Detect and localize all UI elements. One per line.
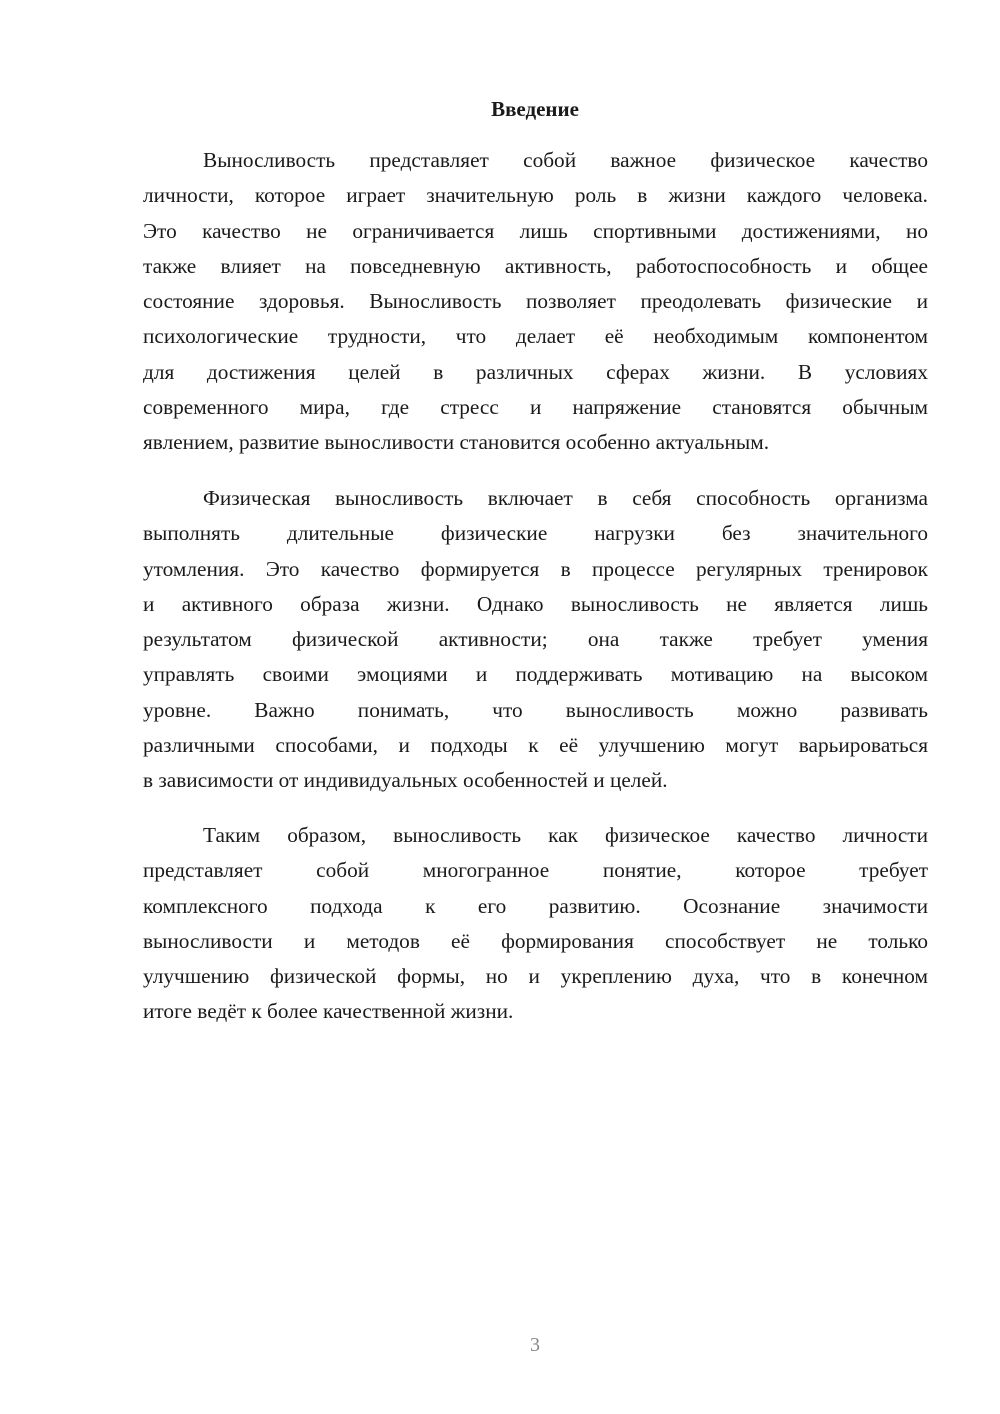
text-line: Выносливость представляет собой важное физическое качество xyxy=(203,148,928,172)
text-line: представляет собой многогранное понятие, которое требует xyxy=(143,858,928,883)
text-line: управлять своими эмоциями и поддерживать мотивацию на высоком xyxy=(143,662,928,687)
text-line: Таким образом, выносливость как физическое качество личности xyxy=(203,823,928,847)
paragraph-2 xyxy=(143,481,928,799)
text-line: личности, которое играет значительную роль в жизни каждого человека. xyxy=(143,183,928,208)
text-line: состояние здоровья. Выносливость позволяет преодолевать физические и xyxy=(143,289,928,314)
text-line: выносливости и методов её формирования способствует не только xyxy=(143,928,928,953)
paragraph-1 xyxy=(143,143,928,461)
text-line: уровне. Важно понимать, что выносливость можно развивать xyxy=(143,697,928,722)
text-line: комплексного подхода к его развитию. Осознание значимости xyxy=(143,893,928,918)
text-line: Физическая выносливость включает в себя способность организма xyxy=(203,486,928,510)
text-line: утомления. Это качество формируется в процессе регулярных тренировок xyxy=(143,556,928,581)
text-line: итоге ведёт к более качественной жизни. xyxy=(143,999,514,1024)
text-line: выполнять длительные физические нагрузки без значительного xyxy=(143,521,928,546)
text-line: результатом физической активности; она также требует умения xyxy=(143,627,928,652)
text-line: в зависимости от индивидуальных особенностей и целей. xyxy=(143,768,668,793)
text-line: Это качество не ограничивается лишь спортивными достижениями, но xyxy=(143,218,928,243)
text-line: психологические трудности, что делает её необходимым компонентом xyxy=(143,324,928,349)
section-title: Введение xyxy=(491,97,579,121)
text-line: и активного образа жизни. Однако выносливость не является лишь xyxy=(143,591,928,616)
paragraph-3 xyxy=(143,818,928,1030)
text-line: различными способами, и подходы к её улучшению могут варьироваться xyxy=(143,733,928,758)
text-line: улучшению физической формы, но и укреплению духа, что в конечном xyxy=(143,964,928,989)
page-number: 3 xyxy=(530,1334,540,1356)
text-line: также влияет на повседневную активность, работоспособность и общее xyxy=(143,253,928,278)
text-line: явлением, развитие выносливости становится особенно актуальным. xyxy=(143,430,770,455)
text-line: для достижения целей в различных сферах жизни. В условиях xyxy=(143,359,928,384)
text-line: современного мира, где стресс и напряжение становятся обычным xyxy=(143,395,928,420)
